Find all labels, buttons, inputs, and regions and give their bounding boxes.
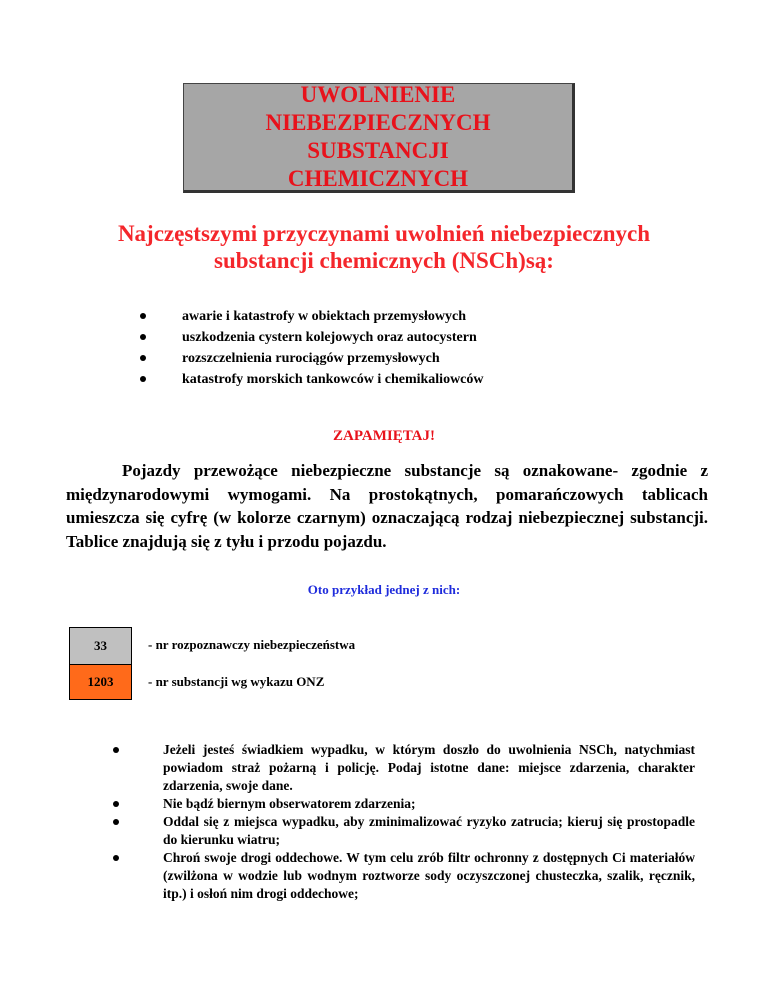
actions-list (113, 741, 695, 903)
list-item: Chroń swoje drogi oddechowe. W tym celu zrób filtr ochronny z dostępnych Ci materiałów (zwilżona w wodzie lub wodnym roztworze sody oczyszczonej chusteczka, szalik, ręcznik, itp.) i osłoń nim drogi oddechowe; (113, 849, 695, 903)
hazard-number-label: - nr rozpoznawczy niebezpieczeństwa (148, 637, 356, 652)
document-title (188, 81, 568, 193)
title-line: NIEBEZPIECZNYCH (265, 110, 491, 135)
hazard-number-plate: 33 (69, 627, 132, 664)
list-item: Oddal się z miejsca wypadku, aby zminimalizować ryzyko zatrucia; kieruj się prostopadle do kierunku wiatru; (113, 813, 695, 849)
title-line: CHEMICZNYCH (287, 166, 469, 191)
title-line: SUBSTANCJI (307, 138, 449, 163)
title-line: UWOLNIENIE (300, 82, 456, 107)
list-item: Nie bądź biernym obserwatorem zdarzenia; (113, 795, 695, 813)
list-item: awarie i katastrofy w obiektach przemysłowych (140, 306, 484, 327)
list-item: uszkodzenia cystern kolejowych oraz autocystern (140, 327, 484, 348)
un-number-label: - nr substancji wg wykazu ONZ (148, 674, 325, 689)
causes-list (140, 306, 484, 390)
causes-heading-line: substancji chemicznych (NSCh)są: (214, 248, 554, 273)
list-item: rozszczelnienia rurociągów przemysłowych (140, 348, 484, 369)
causes-heading-line: Najczęstszymi przyczynami uwolnień niebezpiecznych (117, 221, 651, 246)
causes-heading (0, 220, 768, 274)
vehicle-marking-paragraph: Pojazdy przewożące niebezpieczne substancje są oznakowane- zgodnie z międzynarodowymi wymogami. Na prostokątnych, pomarańczowych tablicach umieszcza się cyfrę (w kolorze czarnym) oznaczającą rodzaj niebezpiecznej substancji. Tablice znajdują się z tyłu i przodu pojazdu. (66, 461, 708, 551)
title-box (183, 83, 575, 193)
un-number-plate: 1203 (69, 664, 132, 700)
remember-heading: ZAPAMIĘTAJ! (333, 428, 435, 444)
list-item: katastrofy morskich tankowców i chemikaliowców (140, 369, 484, 390)
example-caption: Oto przykład jednej z nich: (307, 582, 461, 597)
list-item: Jeżeli jesteś świadkiem wypadku, w którym doszło do uwolnienia NSCh, natychmiast powiadom straż pożarną i policję. Podaj istotne dane: miejsce zdarzenia, charakter zdarzenia, swoje dane. (113, 741, 695, 795)
